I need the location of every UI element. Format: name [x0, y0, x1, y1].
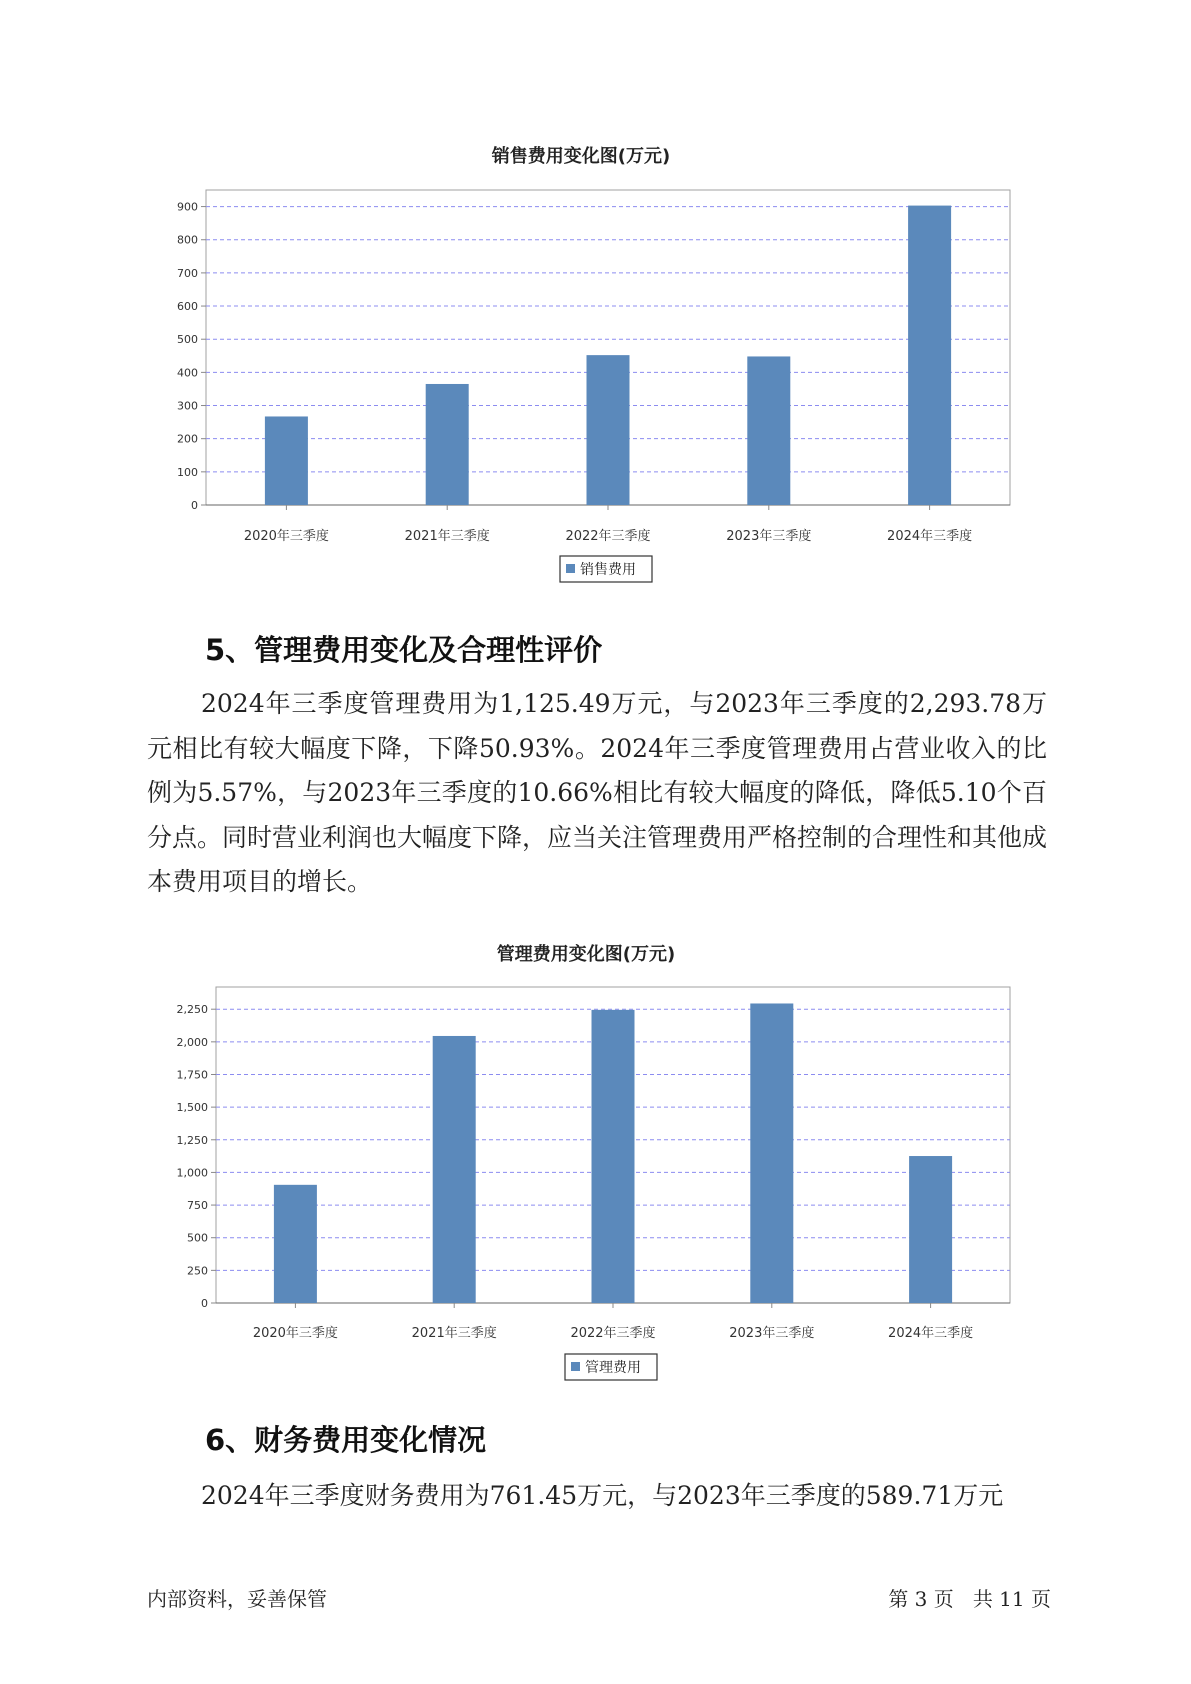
y-tick-label: 1,500 [176, 1101, 208, 1115]
bar [750, 1003, 793, 1303]
bar [587, 355, 630, 505]
x-tick-label: 2020年三季度 [243, 529, 329, 544]
bar [908, 206, 951, 505]
y-tick-label: 900 [177, 200, 198, 214]
x-tick-label: 2021年三季度 [411, 1326, 497, 1341]
admin-expense-chart-svg [0, 938, 1191, 1398]
y-tick-label: 100 [177, 465, 198, 479]
footer-left: 内部资料，妥善保管 [147, 1587, 327, 1611]
y-tick-label: 1,000 [176, 1166, 208, 1180]
y-tick-label: 500 [187, 1231, 208, 1245]
sales-expense-chart [0, 140, 1191, 600]
section6-paragraph [147, 1474, 1047, 1519]
x-tick-label: 2022年三季度 [565, 529, 651, 544]
x-tick-label: 2023年三季度 [729, 1326, 815, 1341]
y-tick-label: 200 [177, 432, 198, 446]
admin-expense-chart [0, 938, 1191, 1398]
bar [592, 1010, 635, 1303]
x-tick-label: 2024年三季度 [888, 1326, 974, 1341]
y-tick-label: 0 [191, 499, 198, 512]
y-tick-label: 750 [187, 1199, 208, 1213]
y-tick-label: 1,750 [176, 1068, 208, 1082]
x-tick-label: 2024年三季度 [887, 529, 973, 544]
bar [274, 1185, 317, 1303]
bar [426, 384, 469, 505]
bar [433, 1036, 476, 1303]
bar [747, 356, 790, 505]
y-tick-label: 500 [177, 333, 198, 347]
section5-paragraph-text: 2024年三季度管理费用为1,125.49万元，与2023年三季度的2,293.78万元相比有较大幅度下降，下降50.93%。2024年三季度管理费用占营业收入的比例为5.57%，与2023年三季度的10.66%相比有较大幅度的降低，降低5.10个百分点。同时营业利润也大幅度下降，应当关注管理费用严格控制的合理性和其他成本费用项目的增长。 [147, 689, 1048, 896]
y-tick-label: 600 [177, 300, 198, 314]
x-tick-label: 2022年三季度 [570, 1326, 656, 1341]
y-tick-label: 0 [201, 1297, 208, 1310]
y-tick-label: 300 [177, 399, 198, 413]
legend-label: 管理费用 [585, 1360, 641, 1376]
section5-heading: 5、管理费用变化及合理性评价 [205, 633, 603, 667]
y-tick-label: 800 [177, 233, 198, 247]
section5-paragraph [147, 682, 1047, 905]
sales-expense-chart-svg [0, 140, 1191, 600]
bar [909, 1156, 952, 1303]
y-tick-label: 2,000 [176, 1035, 208, 1049]
x-tick-label: 2021年三季度 [404, 529, 490, 544]
chart-title: 销售费用变化图(万元) [491, 146, 671, 167]
section6-paragraph-text: 2024年三季度财务费用为761.45万元，与2023年三季度的589.71万元 [201, 1481, 1004, 1510]
y-tick-label: 2,250 [176, 1003, 208, 1017]
x-tick-label: 2023年三季度 [726, 529, 812, 544]
y-tick-label: 400 [177, 366, 198, 380]
legend-swatch [566, 564, 575, 573]
legend-label: 销售费用 [580, 562, 636, 578]
bar [265, 416, 308, 505]
x-tick-label: 2020年三季度 [252, 1326, 338, 1341]
footer-page-number: 第 3 页 共 11 页 [888, 1587, 1051, 1611]
y-tick-label: 250 [187, 1264, 208, 1278]
y-tick-label: 1,250 [176, 1133, 208, 1147]
chart-title: 管理费用变化图(万元) [496, 944, 676, 965]
legend-swatch [571, 1362, 580, 1371]
y-tick-label: 700 [177, 266, 198, 280]
section6-heading: 6、财务费用变化情况 [205, 1423, 487, 1457]
